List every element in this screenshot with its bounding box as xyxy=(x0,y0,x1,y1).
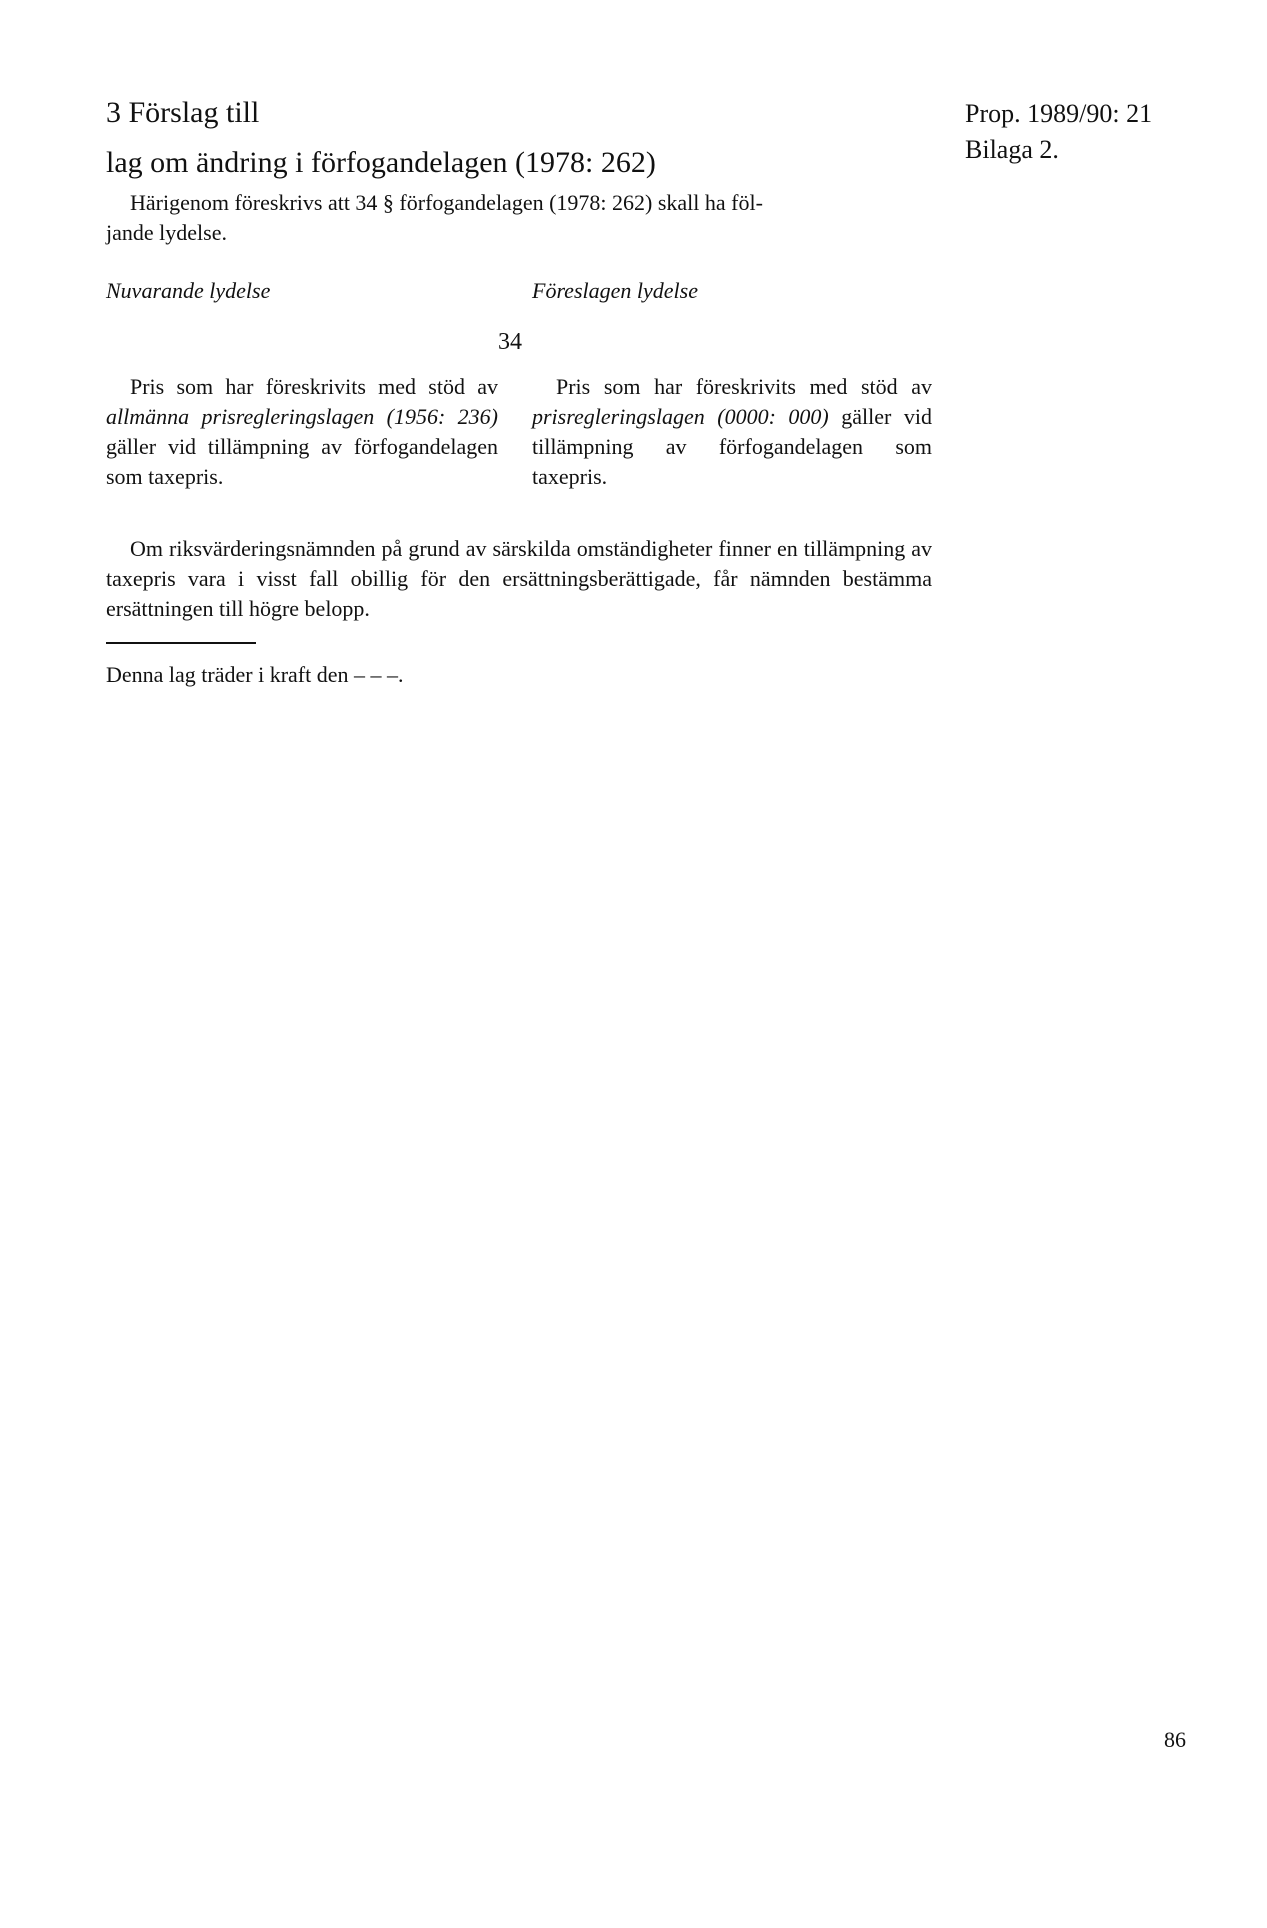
footnote-divider xyxy=(106,642,256,644)
proposed-text-part-2: gäller vid tillämpning av förfogandelagen som taxepris. xyxy=(532,404,932,489)
entry-into-force-note: Denna lag träder i kraft den – – –. xyxy=(106,662,404,687)
current-wording-heading: Nuvarande lydelse xyxy=(106,278,271,303)
proposed-text-italic: prisregleringslagen (0000: 000) xyxy=(532,404,829,429)
page-number: 86 xyxy=(1164,1727,1186,1752)
paragraph-number: 34 xyxy=(498,329,522,355)
intro-line-2: jande lydelse. xyxy=(106,220,227,245)
intro-paragraph xyxy=(106,188,933,248)
proposed-wording-heading: Föreslagen lydelse xyxy=(532,278,698,303)
intro-line-1: Härigenom föreskrivs att 34 § förfogandelagen (1978: 262) skall ha föl- xyxy=(130,190,763,215)
law-title: lag om ändring i förfogandelagen (1978: 262) xyxy=(106,146,656,179)
current-wording-text xyxy=(106,372,498,492)
current-text-italic: allmänna prisregleringslagen (1956: 236) xyxy=(106,404,498,429)
body-paragraph: Om riksvärderingsnämnden på grund av särskilda omständigheter finner en tillämpning av taxepris vara i visst fall obillig för den ersättningsberättigade, får nämnden bestämma ersättningen till högre belopp. xyxy=(106,536,932,621)
current-text-part-1: Pris som har föreskrivits med stöd av xyxy=(130,374,498,399)
prop-reference: Prop. 1989/90: 21 xyxy=(965,99,1153,128)
appendix-label: Bilaga 2. xyxy=(965,135,1059,164)
proposed-wording-text xyxy=(532,372,932,492)
current-text-part-2: gäller vid tillämpning av förfogandelagen som taxepris. xyxy=(106,434,498,489)
section-heading: 3 Förslag till xyxy=(106,96,260,129)
proposed-text-part-1: Pris som har föreskrivits med stöd av xyxy=(556,374,932,399)
